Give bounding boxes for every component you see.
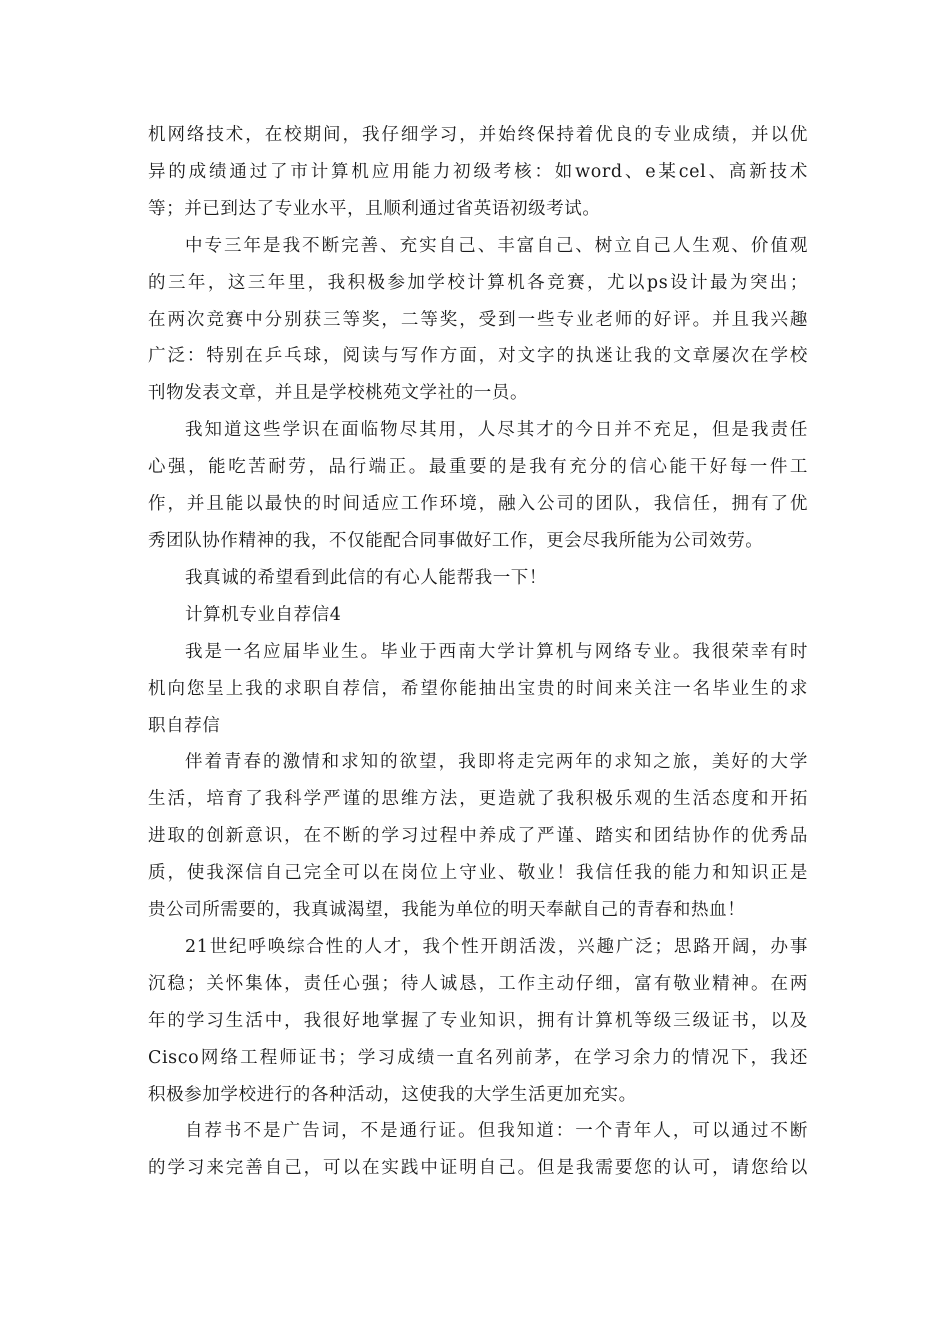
text-line: 的三年，这三年里，我积极参加学校计算机各竞赛，尤以ps设计最为突出；	[148, 272, 808, 293]
text-line: 秀团队协作精神的我，不仅能配合同事做好工作，更会尽我所能为公司效劳。	[148, 530, 764, 551]
paragraph	[148, 929, 808, 1114]
text-line: 等；并已到达了专业水平，且顺利通过省英语初级考试。	[148, 198, 601, 219]
paragraph	[148, 117, 808, 228]
text-line: 异的成绩通过了市计算机应用能力初级考核：如word、e某cel、高新技术	[148, 161, 808, 182]
paragraph	[148, 228, 808, 413]
paragraph	[148, 1113, 808, 1187]
text-line: 刊物发表文章，并且是学校桃苑文学社的一员。	[148, 383, 529, 404]
text-line: 职自荐信	[148, 715, 221, 736]
paragraph	[148, 744, 808, 929]
text-line: 伴着青春的激情和求知的欲望，我即将走完两年的求知之旅，美好的大学	[185, 752, 808, 773]
text-line: 我是一名应届毕业生。毕业于西南大学计算机与网络专业。我很荣幸有时	[185, 641, 808, 662]
text-line: 年的学习生活中，我很好地掌握了专业知识，拥有计算机等级三级证书，以及	[148, 1010, 808, 1031]
text-line: 贵公司所需要的，我真诚渴望，我能为单位的明天奉献自己的青春和热血！	[148, 900, 746, 921]
text-line: 21世纪呼唤综合性的人才，我个性开朗活泼，兴趣广泛；思路开阔，办事	[185, 936, 808, 957]
text-line: 计算机专业自荐信4	[185, 604, 342, 625]
text-line: 在两次竞赛中分别获三等奖，二等奖，受到一些专业老师的好评。并且我兴趣	[148, 309, 808, 330]
paragraph	[148, 412, 808, 560]
text-line: 自荐书不是广告词，不是通行证。但我知道：一个青年人，可以通过不断	[185, 1121, 808, 1142]
paragraph	[148, 560, 808, 597]
text-line: 机向您呈上我的求职自荐信，希望你能抽出宝贵的时间来关注一名毕业生的求	[148, 678, 808, 699]
text-line: 质，使我深信自己完全可以在岗位上守业、敬业！我信任我的能力和知识正是	[148, 863, 808, 884]
paragraph	[148, 634, 808, 745]
text-line: 我真诚的希望看到此信的有心人能帮我一下！	[185, 567, 547, 588]
text-line: 我知道这些学识在面临物尽其用，人尽其才的今日并不充足，但是我责任	[185, 420, 808, 441]
text-line: 生活，培育了我科学严谨的思维方法，更造就了我积极乐观的生活态度和开拓	[148, 789, 808, 810]
text-line: 作，并且能以最快的时间适应工作环境，融入公司的团队，我信任，拥有了优	[148, 494, 808, 515]
text-line: 广泛：特别在乒乓球，阅读与写作方面，对文字的执迷让我的文章屡次在学校	[148, 346, 808, 367]
text-line: 积极参加学校进行的各种活动，这使我的大学生活更加充实。	[148, 1084, 637, 1105]
text-line: 的学习来完善自己，可以在实践中证明自己。但是我需要您的认可，请您给以	[148, 1158, 808, 1179]
text-line: Cisco网络工程师证书；学习成绩一直名列前茅，在学习余力的情况下，我还	[148, 1047, 808, 1068]
text-line: 沉稳；关怀集体，责任心强；待人诚恳，工作主动仔细，富有敬业精神。在两	[148, 973, 808, 994]
text-line: 进取的创新意识，在不断的学习过程中养成了严谨、踏实和团结协作的优秀品	[148, 826, 808, 847]
text-line: 心强，能吃苦耐劳，品行端正。最重要的是我有充分的信心能干好每一件工	[148, 457, 808, 478]
document-body	[148, 117, 808, 1187]
paragraph	[148, 597, 808, 634]
text-line: 机网络技术，在校期间，我仔细学习，并始终保持着优良的专业成绩，并以优	[148, 125, 808, 145]
text-line: 中专三年是我不断完善、充实自己、丰富自己、树立自己人生观、价值观	[185, 235, 808, 256]
